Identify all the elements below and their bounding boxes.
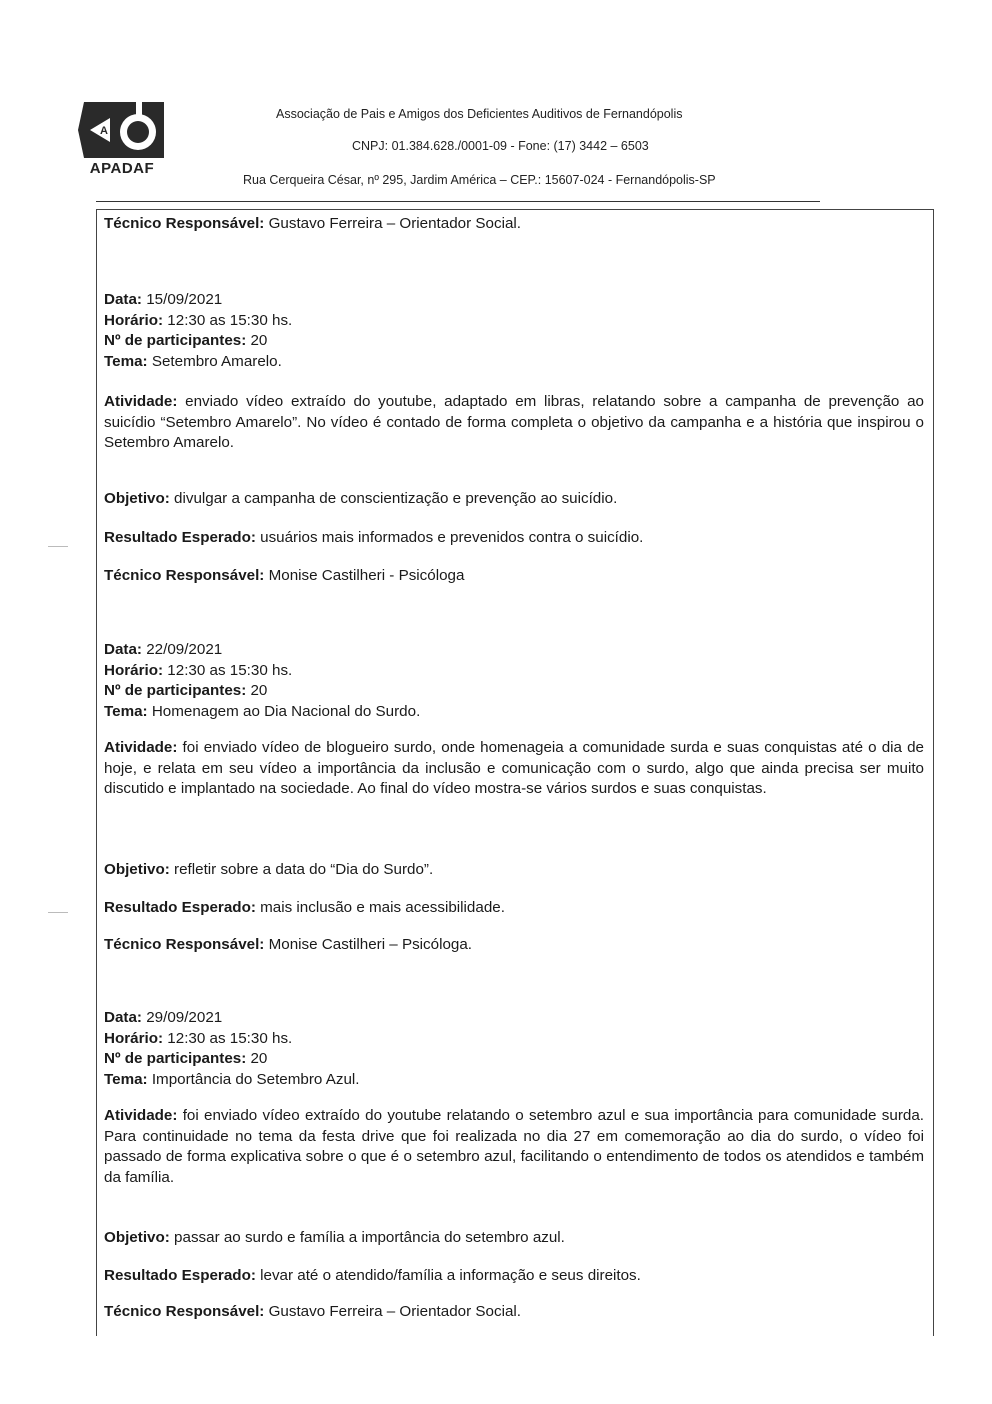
- tecnico-value: Monise Castilheri – Psicóloga.: [264, 936, 473, 953]
- label-resultado: Resultado Esperado:: [104, 1267, 256, 1284]
- label-tema: Tema:: [104, 1070, 148, 1088]
- label-data: Data:: [104, 1009, 142, 1026]
- label-objetivo: Objetivo:: [104, 1229, 170, 1246]
- scan-edge-mark: [48, 912, 68, 913]
- cnpj-phone: CNPJ: 01.384.628./0001-09 - Fone: (17) 3442 – 6503: [352, 139, 649, 153]
- organization-name: Associação de Pais e Amigos dos Deficientes Auditivos de Fernandópolis: [276, 107, 683, 121]
- data-value: 22/09/2021: [141, 641, 223, 658]
- tema-value: Setembro Amarelo.: [147, 352, 282, 370]
- tema-value: Homenagem ao Dia Nacional do Surdo.: [147, 702, 421, 720]
- participantes-value: 20: [246, 682, 268, 699]
- horario-value: 12:30 as 15:30 hs.: [163, 311, 293, 329]
- label-data: Data:: [104, 291, 142, 308]
- participantes-value: 20: [246, 1050, 268, 1067]
- atividade-value: enviado vídeo extraído do youtube, adaptado em libras, relatando sobre a campanha de prevenção ao suicídio “Setembro Amarelo”. No vídeo é contado de forma completa o objetivo da campanha e a história que inspirou o Setembro Amarelo.: [104, 393, 924, 451]
- entry-tecnico: [104, 1302, 924, 1323]
- label-horario: Horário:: [104, 1029, 164, 1047]
- entry-objetivo: [104, 860, 924, 881]
- entry-tecnico: [104, 935, 924, 956]
- label-objetivo: Objetivo:: [104, 490, 170, 507]
- tecnico-value: Gustavo Ferreira – Orientador Social.: [264, 215, 521, 232]
- label-participantes: Nº de participantes:: [104, 1050, 247, 1067]
- resultado-value: mais inclusão e mais acessibilidade.: [255, 899, 505, 916]
- objetivo-value: refletir sobre a data do “Dia do Surdo”.: [169, 861, 434, 878]
- participantes-value: 20: [246, 332, 268, 349]
- label-atividade: Atividade:: [104, 739, 178, 756]
- entry-resultado: [104, 898, 924, 919]
- entry-atividade: [104, 738, 924, 800]
- label-participantes: Nº de participantes:: [104, 332, 247, 349]
- objetivo-value: divulgar a campanha de conscientização e prevenção ao suicídio.: [169, 490, 618, 507]
- atividade-value: foi enviado vídeo extraído do youtube relatando o setembro azul e sua importância para comunidade surda. Para continuidade no tema da festa drive que foi realizada no dia 27 em comemoração ao dia do surdo, o vídeo foi passado de forma explicativa sobre o que é o setembro azul, facilitando o entendimento de todos os atendidos e também da família.: [104, 1107, 924, 1186]
- label-atividade: Atividade:: [104, 393, 178, 410]
- logo-text: APADAF: [89, 160, 155, 177]
- scan-edge-mark: [48, 546, 68, 547]
- label-tema: Tema:: [104, 702, 148, 720]
- header-divider: [96, 201, 820, 202]
- label-tema: Tema:: [104, 352, 148, 370]
- label-data: Data:: [104, 641, 142, 658]
- tecnico-value: Gustavo Ferreira – Orientador Social.: [264, 1303, 521, 1320]
- label-tecnico: Técnico Responsável:: [104, 215, 265, 232]
- entry-objetivo: [104, 1228, 924, 1249]
- label-resultado: Resultado Esperado:: [104, 899, 256, 916]
- tema-value: Importância do Setembro Azul.: [147, 1070, 360, 1088]
- entry-objetivo: [104, 489, 924, 510]
- label-objetivo: Objetivo:: [104, 861, 170, 878]
- label-tecnico: Técnico Responsável:: [104, 936, 265, 953]
- top-technician: [104, 214, 924, 235]
- label-horario: Horário:: [104, 311, 164, 329]
- horario-value: 12:30 as 15:30 hs.: [163, 661, 293, 679]
- tecnico-value: Monise Castilheri - Psicóloga: [264, 567, 465, 584]
- svg-text:A: A: [100, 125, 108, 137]
- data-value: 15/09/2021: [141, 291, 223, 308]
- entry-details: [104, 290, 924, 372]
- apadaf-logo: [76, 98, 168, 180]
- horario-value: 12:30 as 15:30 hs.: [163, 1029, 293, 1047]
- address: Rua Cerqueira César, nº 295, Jardim América – CEP.: 15607-024 - Fernandópolis-SP: [243, 173, 716, 187]
- label-tecnico: Técnico Responsável:: [104, 1303, 265, 1320]
- entry-tecnico: [104, 566, 924, 587]
- label-atividade: Atividade:: [104, 1107, 178, 1124]
- entry-atividade: [104, 1106, 924, 1188]
- entry-resultado: [104, 1266, 924, 1287]
- entry-resultado: [104, 528, 924, 549]
- label-resultado: Resultado Esperado:: [104, 529, 256, 546]
- resultado-value: levar até o atendido/família a informação e seus direitos.: [255, 1267, 641, 1284]
- logo-emblem-icon: [76, 98, 168, 160]
- label-tecnico: Técnico Responsável:: [104, 567, 265, 584]
- entry-details: [104, 1008, 924, 1090]
- label-horario: Horário:: [104, 661, 164, 679]
- entry-details: [104, 640, 924, 722]
- data-value: 29/09/2021: [141, 1009, 223, 1026]
- atividade-value: foi enviado vídeo de blogueiro surdo, onde homenageia a comunidade surda e suas conquistas até o dia de hoje, e relata em seu vídeo a importância da inclusão e comunicação com o surdo, algo que ainda precisa ser muito discutido e implantado na sociedade. Ao final do vídeo mostra-se vários surdos e suas conquistas.: [104, 739, 924, 797]
- label-participantes: Nº de participantes:: [104, 682, 247, 699]
- entry-atividade: [104, 392, 924, 454]
- resultado-value: usuários mais informados e prevenidos contra o suicídio.: [255, 529, 644, 546]
- objetivo-value: passar ao surdo e família a importância do setembro azul.: [169, 1229, 565, 1246]
